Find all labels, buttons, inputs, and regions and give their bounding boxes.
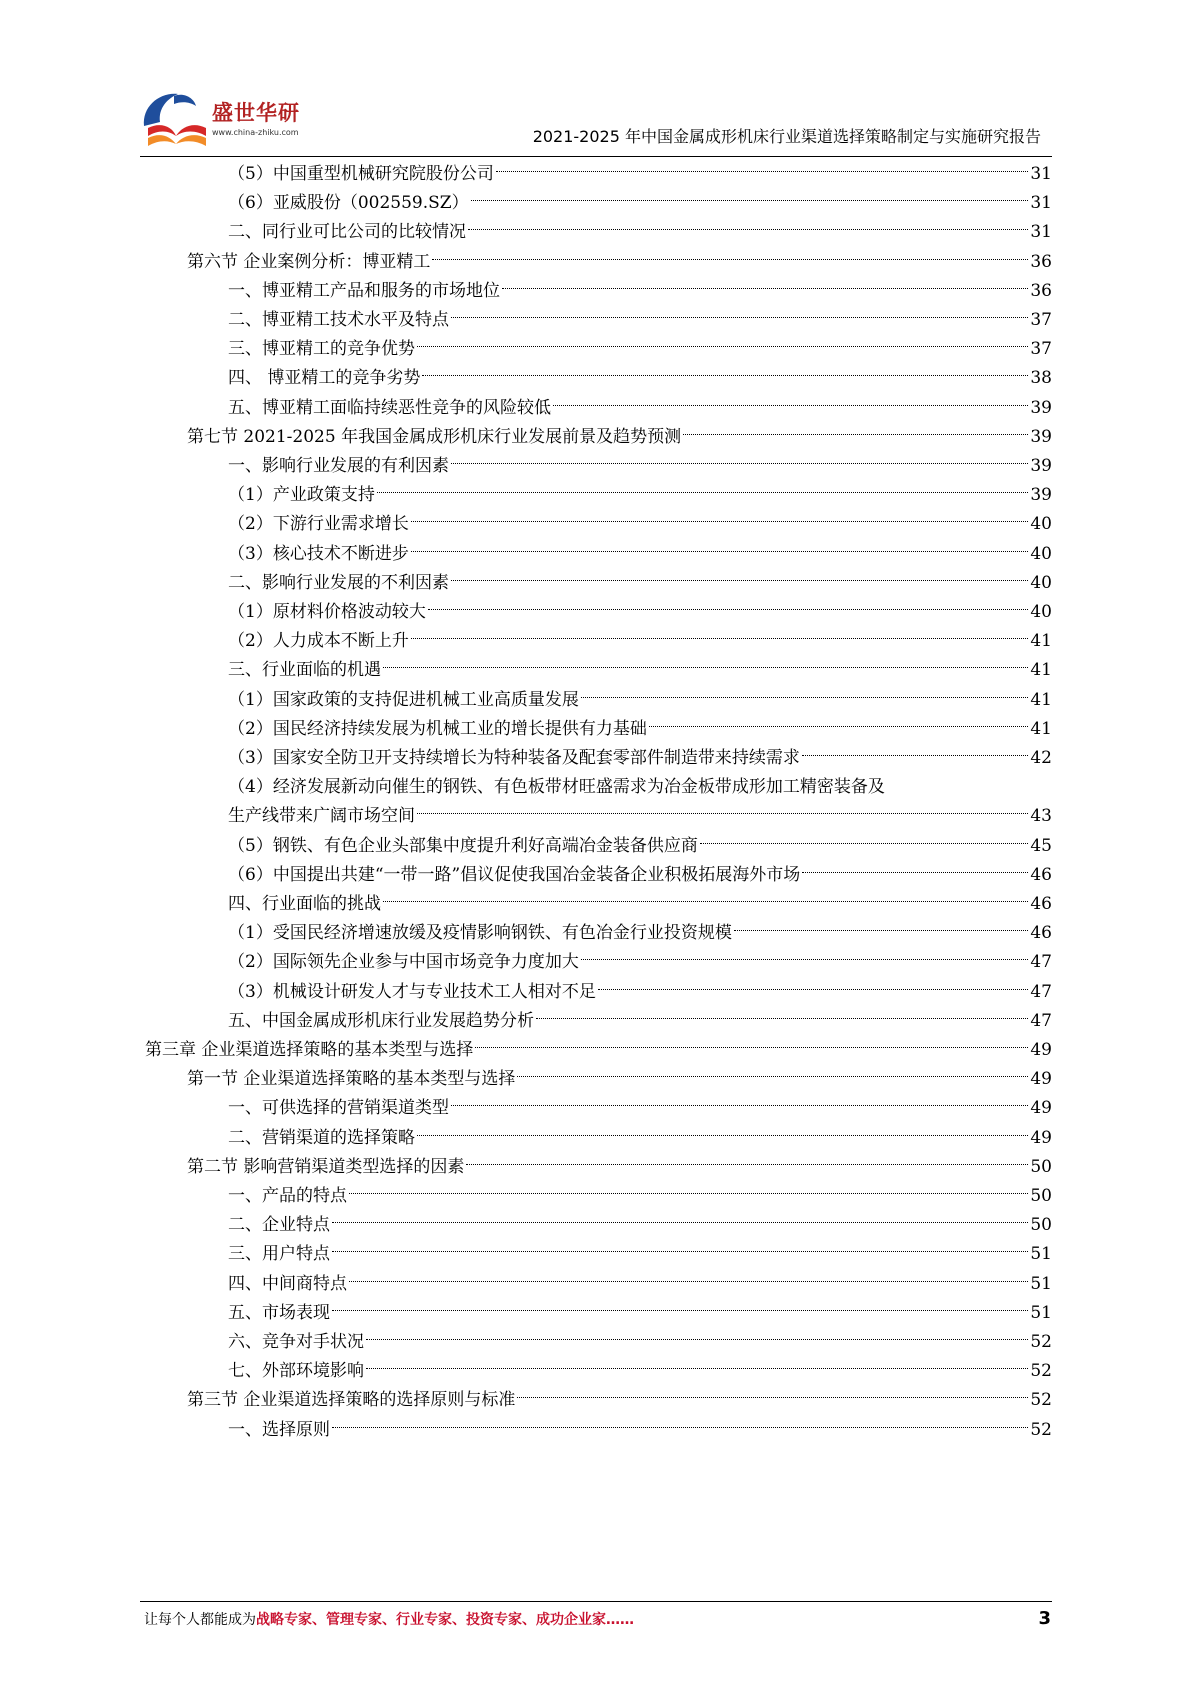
toc-entry-item[interactable] xyxy=(228,276,1052,307)
toc-entry-label: 一、选择原则 xyxy=(228,1419,330,1440)
header-divider xyxy=(140,156,1052,157)
toc-leader-dots xyxy=(683,434,1028,435)
toc-leader-dots xyxy=(734,930,1029,931)
toc-entry-item[interactable] xyxy=(228,889,1052,920)
toc-entry-label: （1）国家政策的支持促进机械工业高质量发展 xyxy=(228,689,579,710)
toc-leader-dots xyxy=(383,667,1028,668)
toc-entry-item[interactable] xyxy=(228,1123,1052,1154)
toc-entry-item[interactable] xyxy=(228,217,1052,248)
toc-entry-page: 47 xyxy=(1030,981,1052,1002)
toc-entry-section[interactable] xyxy=(187,1385,1052,1416)
toc-leader-dots xyxy=(366,1368,1028,1369)
toc-entry-label: 一、影响行业发展的有利因素 xyxy=(228,456,449,476)
toc-entry-page: 51 xyxy=(1030,1244,1052,1265)
toc-leader-dots xyxy=(466,1164,1028,1165)
toc-entry-item[interactable] xyxy=(228,305,1052,336)
toc-leader-dots xyxy=(428,609,1029,610)
toc-entry-page: 42 xyxy=(1030,748,1052,768)
toc-leader-dots xyxy=(517,1397,1028,1398)
toc-entry-label: 一、博亚精工产品和服务的市场地位 xyxy=(228,280,500,301)
toc-entry-item[interactable] xyxy=(228,451,1052,482)
toc-entry-page: 52 xyxy=(1030,1361,1052,1382)
toc-entry-section[interactable] xyxy=(187,1064,1052,1095)
toc-entry-page: 36 xyxy=(1030,251,1052,272)
toc-entry-label: （2）人力成本不断上升 xyxy=(228,631,409,652)
toc-entry-page: 38 xyxy=(1030,368,1052,389)
toc-entry-page: 41 xyxy=(1030,718,1052,739)
toc-entry-label: （2）下游行业需求增长 xyxy=(228,514,409,535)
toc-entry-page: 50 xyxy=(1030,1156,1052,1177)
toc-entry-label: 七、外部环境影响 xyxy=(228,1361,364,1382)
toc-entry-item[interactable] xyxy=(228,655,1052,686)
toc-entry-page: 45 xyxy=(1030,835,1052,856)
toc-leader-dots xyxy=(377,492,1029,493)
toc-entry-item[interactable] xyxy=(228,977,1052,1008)
toc-entry-label: （3）机械设计研发人才与专业技术工人相对不足 xyxy=(228,981,596,1002)
toc-entry-page: 52 xyxy=(1030,1332,1052,1352)
toc-entry-page: 49 xyxy=(1030,1069,1052,1090)
toc-entry-label: 第三节 企业渠道选择策略的选择原则与标准 xyxy=(187,1390,516,1411)
toc-entry-label: 一、可供选择的营销渠道类型 xyxy=(228,1098,449,1119)
toc-entry-item[interactable] xyxy=(228,159,1052,190)
toc-entry-label: 第三章 企业渠道选择策略的基本类型与选择 xyxy=(145,1040,474,1060)
toc-leader-dots xyxy=(598,989,1029,990)
toc-entry-label: 第七节 2021-2025 年我国金属成形机床行业发展前景及趋势预测 xyxy=(187,426,682,447)
toc-entry-page: 37 xyxy=(1030,310,1052,330)
toc-leader-dots xyxy=(700,843,1029,844)
toc-entry-page: 52 xyxy=(1030,1419,1052,1440)
toc-entry-label: （5）钢铁、有色企业头部集中度提升利好高端冶金装备供应商 xyxy=(228,835,698,856)
toc-leader-dots xyxy=(451,1105,1028,1106)
toc-entry-item[interactable] xyxy=(228,947,1052,978)
toc-leader-dots xyxy=(366,1339,1028,1340)
toc-entry-label: （1）原材料价格波动较大 xyxy=(228,602,426,622)
toc-entry-page: 39 xyxy=(1030,426,1052,447)
toc-leader-dots xyxy=(332,1251,1028,1252)
toc-leader-dots xyxy=(432,259,1028,260)
toc-entry-label: 二、影响行业发展的不利因素 xyxy=(228,572,449,593)
toc-leader-dots xyxy=(802,755,1029,756)
brand-url: www.china-zhiku.com xyxy=(212,128,299,137)
toc-leader-dots xyxy=(802,872,1028,873)
footer-slogan xyxy=(144,1608,634,1632)
toc-entry-label: 第一节 企业渠道选择策略的基本类型与选择 xyxy=(187,1069,516,1090)
toc-entry-page: 40 xyxy=(1030,602,1052,622)
toc-entry-label: （3）国家安全防卫开支持续增长为特种装备及配套零部件制造带来持续需求 xyxy=(228,748,800,768)
toc-leader-dots xyxy=(517,1076,1028,1077)
toc-leader-dots xyxy=(349,1281,1028,1282)
toc-leader-dots xyxy=(451,317,1028,318)
toc-entry-item[interactable] xyxy=(228,626,1052,657)
toc-entry-page: 46 xyxy=(1030,923,1052,944)
toc-entry-label: 四、行业面临的挑战 xyxy=(228,894,381,914)
toc-entry-item[interactable] xyxy=(228,363,1052,394)
brand-name: 盛世华研 xyxy=(212,101,300,125)
toc-entry-page: 39 xyxy=(1030,456,1052,476)
toc-entry-page: 52 xyxy=(1030,1390,1052,1411)
toc-entry-section[interactable] xyxy=(187,422,1052,453)
toc-entry-page: 40 xyxy=(1030,514,1052,535)
toc-leader-dots xyxy=(553,405,1028,406)
toc-entry-label: 第六节 企业案例分析：博亚精工 xyxy=(187,251,431,272)
toc-entry-item[interactable] xyxy=(228,1356,1052,1387)
report-title: 2021-2025 年中国金属成形机床行业渠道选择策略制定与实施研究报告 xyxy=(532,127,1041,146)
toc-entry-page: 40 xyxy=(1030,543,1052,564)
toc-entry-page: 31 xyxy=(1030,222,1052,243)
toc-entry-page: 49 xyxy=(1030,1040,1052,1060)
toc-entry-label: （3）核心技术不断进步 xyxy=(228,543,409,564)
page-header xyxy=(0,0,1191,160)
toc-entry-page: 31 xyxy=(1030,193,1052,214)
toc-entry-item[interactable] xyxy=(228,1327,1052,1358)
toc-entry-label: 五、市场表现 xyxy=(228,1302,330,1323)
toc-leader-dots xyxy=(471,200,1029,201)
slogan-emphasis: 战略专家、管理专家、行业专家、投资专家、成功企业家…… xyxy=(256,1612,634,1628)
toc-entry-item[interactable] xyxy=(228,1415,1052,1446)
toc-leader-dots xyxy=(475,1047,1028,1048)
toc-entry-page: 47 xyxy=(1030,952,1052,973)
toc-entry-label: 一、产品的特点 xyxy=(228,1186,347,1206)
toc-leader-dots xyxy=(536,1018,1028,1019)
toc-entry-item[interactable] xyxy=(228,918,1052,949)
toc-entry-page: 40 xyxy=(1030,572,1052,593)
toc-entry-label: （5）中国重型机械研究院股份公司 xyxy=(228,164,494,184)
toc-entry-section[interactable] xyxy=(187,247,1052,278)
toc-entry-label: 第二节 影响营销渠道类型选择的因素 xyxy=(187,1156,465,1177)
toc-entry-page: 50 xyxy=(1030,1186,1052,1206)
toc-leader-dots xyxy=(649,726,1029,727)
slogan-lead: 让每个人都能成为 xyxy=(144,1612,256,1628)
toc-entry-page: 51 xyxy=(1030,1273,1052,1294)
toc-entry-item[interactable] xyxy=(228,480,1052,511)
toc-entry-label: （1）受国民经济增速放缓及疫情影响钢铁、有色冶金行业投资规模 xyxy=(228,923,732,944)
toc-entry-label: 二、营销渠道的选择策略 xyxy=(228,1127,415,1148)
toc-entry-label: 四、 博亚精工的竞争劣势 xyxy=(228,368,421,389)
toc-leader-dots xyxy=(581,697,1029,698)
toc-entry-wrapped-line[interactable]: （4）经济发展新动向催生的钢铁、有色板带材旺盛需求为冶金板带成形加工精密装备及 xyxy=(228,777,885,798)
toc-entry-label: 二、同行业可比公司的比较情况 xyxy=(228,222,466,243)
toc-entry-label: 三、行业面临的机遇 xyxy=(228,660,381,681)
toc-entry-item[interactable] xyxy=(228,568,1052,599)
toc-entry-section[interactable] xyxy=(187,1152,1052,1183)
toc-leader-dots xyxy=(349,1193,1028,1194)
toc-entry-label: 四、中间商特点 xyxy=(228,1273,347,1294)
toc-entry-label: 五、博亚精工面临持续恶性竞争的风险较低 xyxy=(228,397,551,418)
toc-entry-page: 51 xyxy=(1030,1302,1052,1323)
toc-leader-dots xyxy=(417,1135,1028,1136)
toc-entry-item[interactable] xyxy=(228,539,1052,570)
toc-entry-label: 生产线带来广阔市场空间 xyxy=(228,806,415,827)
toc-leader-dots xyxy=(422,375,1028,376)
logo-icon xyxy=(138,86,210,152)
toc-entry-label: 二、企业特点 xyxy=(228,1215,330,1236)
toc-leader-dots xyxy=(468,229,1028,230)
toc-entry-item[interactable] xyxy=(228,188,1052,219)
toc-leader-dots xyxy=(411,521,1029,522)
toc-entry-page: 46 xyxy=(1030,864,1052,885)
toc-entry-item[interactable] xyxy=(228,714,1052,745)
toc-entry-page: 47 xyxy=(1030,1010,1052,1031)
toc-leader-dots xyxy=(451,580,1028,581)
toc-leader-dots xyxy=(332,1222,1028,1223)
toc-entry-page: 46 xyxy=(1030,894,1052,914)
toc-entry-label: 三、博亚精工的竞争优势 xyxy=(228,339,415,360)
toc-entry-item[interactable] xyxy=(228,1093,1052,1124)
toc-entry-label: 三、用户特点 xyxy=(228,1244,330,1265)
footer-divider xyxy=(140,1601,1052,1602)
toc-entry-item[interactable] xyxy=(228,1181,1052,1212)
toc-entry-page: 49 xyxy=(1030,1127,1052,1148)
toc-entry-page: 41 xyxy=(1030,689,1052,710)
toc-entry-label: 二、博亚精工技术水平及特点 xyxy=(228,310,449,330)
toc-entry-label: 五、中国金属成形机床行业发展趋势分析 xyxy=(228,1010,534,1031)
toc-entry-item[interactable] xyxy=(228,831,1052,862)
toc-leader-dots xyxy=(417,346,1028,347)
toc-entry-page: 39 xyxy=(1030,397,1052,418)
toc-entry-chapter[interactable] xyxy=(145,1035,1052,1066)
toc-entry-item[interactable] xyxy=(228,1269,1052,1300)
toc-entry-page: 37 xyxy=(1030,339,1052,360)
toc-leader-dots xyxy=(581,959,1029,960)
toc-entry-page: 39 xyxy=(1030,485,1052,506)
toc-entry-label: （1）产业政策支持 xyxy=(228,485,375,506)
toc-leader-dots xyxy=(496,171,1029,172)
toc-entry-item[interactable] xyxy=(228,393,1052,424)
toc-entry-item[interactable] xyxy=(228,597,1052,628)
toc-entry-item[interactable] xyxy=(228,1210,1052,1241)
page-number: 3 xyxy=(1038,1608,1051,1629)
toc-entry-item[interactable] xyxy=(228,509,1052,540)
toc-leader-dots xyxy=(502,288,1028,289)
toc-entry-label: （6）中国提出共建“一带一路”倡议促使我国冶金装备企业积极拓展海外市场 xyxy=(228,864,801,885)
toc-entry-page: 41 xyxy=(1030,660,1052,681)
toc-leader-dots xyxy=(411,551,1029,552)
toc-leader-dots xyxy=(383,901,1028,902)
toc-entry-item[interactable] xyxy=(228,860,1052,891)
toc-entry-item[interactable] xyxy=(228,1298,1052,1329)
toc-entry-label: 六、竞争对手状况 xyxy=(228,1332,364,1352)
toc-entry-page: 43 xyxy=(1030,806,1052,827)
toc-entry-label: （2）国际领先企业参与中国市场竞争力度加大 xyxy=(228,952,579,973)
toc-entry-item[interactable] xyxy=(228,1239,1052,1270)
toc-entry-label: （6）亚威股份（002559.SZ） xyxy=(228,193,469,214)
toc-leader-dots xyxy=(417,813,1028,814)
toc-entry-label: （2）国民经济持续发展为机械工业的增长提供有力基础 xyxy=(228,718,647,739)
toc-leader-dots xyxy=(332,1427,1028,1428)
toc-entry-page: 41 xyxy=(1030,631,1052,652)
toc-entry-item[interactable] xyxy=(228,685,1052,716)
toc-entry-item[interactable] xyxy=(228,1006,1052,1037)
toc-entry-page: 49 xyxy=(1030,1098,1052,1119)
toc-entry-item[interactable] xyxy=(228,334,1052,365)
toc-entry-item[interactable] xyxy=(228,801,1052,832)
toc-entry-item[interactable] xyxy=(228,743,1052,774)
toc-leader-dots xyxy=(451,463,1028,464)
toc-entry-page: 31 xyxy=(1030,164,1052,184)
toc-leader-dots xyxy=(332,1310,1028,1311)
toc-entry-page: 36 xyxy=(1030,280,1052,301)
toc-leader-dots xyxy=(411,638,1029,639)
toc-entry-page: 50 xyxy=(1030,1215,1052,1236)
